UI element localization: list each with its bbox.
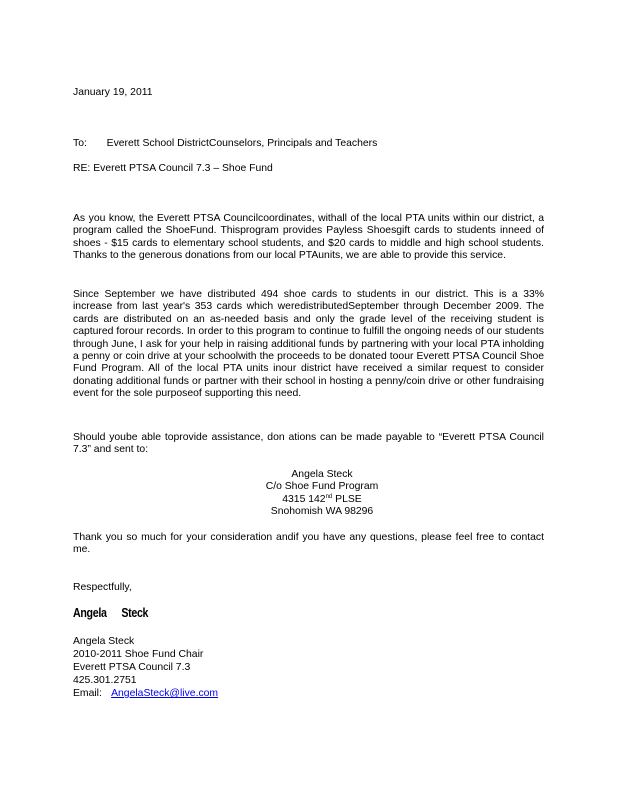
closing: Respectfully, <box>73 582 132 593</box>
paragraph-donation: Should yoube able toprovide assistance, don ations can be made payable to “Everett PTSA Council 7.3” and sent to: <box>73 432 544 456</box>
sender-phone: 425.301.2751 <box>73 675 137 686</box>
recipient-line <box>73 138 377 150</box>
address-name: Angela Steck <box>291 469 353 480</box>
email-link[interactable]: AngelaSteck@live.com <box>111 688 219 699</box>
subject-line: RE: Everett PTSA Council 7.3 – Shoe Fund <box>73 163 273 174</box>
to-label: To: <box>73 138 87 149</box>
address-care-of: C/o Shoe Fund Program <box>265 481 379 493</box>
address-city: Snohomish WA 98296 <box>270 505 374 517</box>
sender-title: 2010-2011 Shoe Fund Chair <box>73 649 204 660</box>
sender-org: Everett PTSA Council 7.3 <box>73 662 191 673</box>
letter-date: January 19, 2011 <box>73 87 153 98</box>
signature-last: Steck <box>121 605 149 620</box>
paragraph-thanks: Thank you so much for your consideration andif you have any questions, please feel free to contact me. <box>73 532 544 556</box>
sender-name: Angela Steck <box>73 636 135 647</box>
to-value: Everett School DistrictCounselors, Principals and Teachers <box>106 138 378 149</box>
email-label: Email: <box>73 688 102 699</box>
mailing-address <box>200 469 444 518</box>
paragraph-intro: As you know, the Everett PTSA Councilcoordinates, withall of the local PTA units within our district, a program called the ShoeFund. Thisprogram provides Payless Shoesgift cards to students inneed of shoes - $15 cards to elementary school students, and $20 cards to middle and high school students. Thanks to the generous donations from our local PTAunits, we are able to provide this service. <box>73 213 544 262</box>
signature-first: Angela <box>73 605 107 620</box>
signature <box>73 605 163 620</box>
paragraph-distribution: Since September we have distributed 494 shoe cards to students in our district. This is a 33% increase from last year's 353 cards which weredistributedSeptember through December 2009. The cards are distributed on an as-needed basis and only the grade level of the receiving student is captured forour records. In order to this program to continue to fulfill the ongoing needs of our students through June, I ask for your help in raising additional funds by partnering with your local PTA inholding a penny or coin drive at your schoolwith the proceeds to be donated toour Everett PTSA Council Shoe Fund Program. All of the local PTA units inour district have received a similar request to consider donating additional funds or partner with their school in hosting a penny/coin drive or other fundraising event for the sole purposeof supporting this need. <box>73 289 544 400</box>
sender-email-line <box>73 688 218 700</box>
address-street: 4315 142nd PLSE <box>282 493 362 505</box>
